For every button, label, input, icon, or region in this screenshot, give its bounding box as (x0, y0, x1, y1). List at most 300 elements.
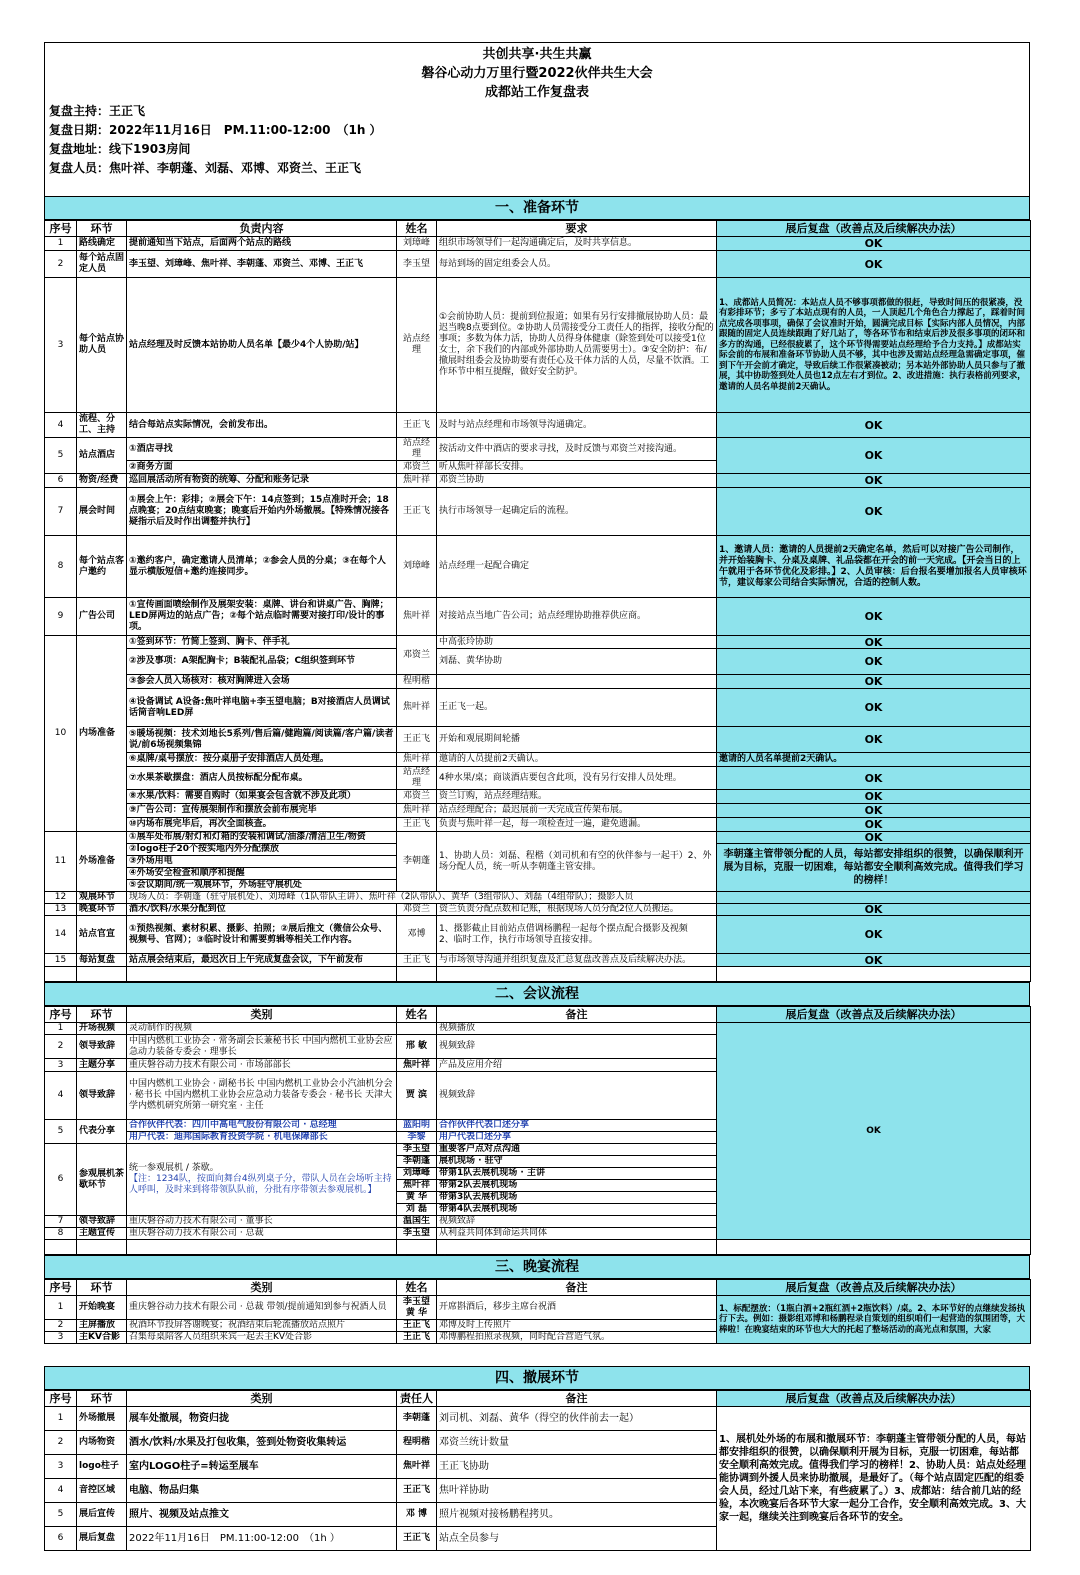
table-row (45, 767, 1031, 790)
col-link: 环节 (77, 1280, 127, 1296)
row-link: 参观展机茶歇环节 (77, 1144, 127, 1216)
row-name: 李玉望 (397, 1228, 437, 1240)
row-no: 1 (45, 1023, 77, 1035)
row-resp: ③参会人员入场核对：核对胸牌进入会场 (127, 675, 397, 689)
col-type: 类别 (127, 1391, 397, 1407)
row-remark: 带第4队去展机现场 (437, 1204, 717, 1216)
table-row (45, 727, 1031, 753)
row-name: 邓资兰 (397, 636, 437, 675)
row-type: 重庆磐谷动力技术有限公司 · 总裁 (127, 1228, 397, 1240)
row-name: 焦叶祥 (397, 753, 437, 767)
row-name (397, 1023, 437, 1035)
row-name: 焦叶祥 (397, 598, 437, 636)
row-remark: 带第3队去展机现场 (437, 1192, 717, 1204)
row-type: 召集每桌陪客人员组织来宾一起去主KV处合影 (127, 1332, 397, 1344)
row-review: 1、展机处外场的布展和撤展环节：李朝蓬主管带领分配的人员，每站都安排组织的很赞，以确保顺利开展为目标，克服一切困难，每站都安全顺利高效完成。值得我们学习的榜样！2、协助人员：站点处经理能协调到外援人员来协助撤展，是最好了。（每个站点固定匹配的组委会人员，经过几站下来，有些疲累了。）3、成都站：结合前几站的经验，本次晚宴后各环节大家一起分工合作，安全顺利高效完成。3、大家一起，继续关注到晚宴后各环节的安全。 (717, 1407, 1031, 1551)
row-req: 资兰订购，站点经理结账。 (437, 790, 717, 804)
row-link: logo柱子 (77, 1455, 127, 1479)
empty-row (45, 967, 1031, 982)
row-resp: ⑤暖场视频：技术刘地长5系列/售后篇/健跑篇/阅读篇/客户篇/读者说/前6场视频集锦 (127, 727, 397, 753)
col-review: 展后复盘（改善点及后续解决办法） (717, 1280, 1031, 1296)
row-type: 重庆磐谷动力技术有限公司 · 董事长 (127, 1216, 397, 1228)
meta-date: 复盘日期：2022年11月16日 PM.11:00-12:00 （1h ） (49, 123, 382, 137)
row-no: 2 (45, 1035, 77, 1059)
row-remark: 刘司机、刘磊、黄华（得空的伙伴前去一起） (437, 1407, 717, 1431)
row-no: 6 (45, 474, 77, 488)
row-link: 主题分享 (77, 1059, 127, 1072)
table-row (45, 904, 1031, 916)
row-review: OK (717, 598, 1031, 636)
row-name: 王正飞 (397, 413, 437, 438)
table-row (45, 832, 1031, 844)
row-review: OK (717, 251, 1031, 278)
row-remark: 邓博及时上传照片 (437, 1320, 717, 1332)
row-resp: ①邀约客户，确定邀请人员清单；②参会人员的分桌；③在每个人显示横版短信+邀约连接同步。 (127, 536, 397, 598)
table-row (45, 804, 1031, 818)
table-row (45, 753, 1031, 767)
col-type: 类别 (127, 1007, 397, 1023)
row-req: 王正飞一起。 (437, 689, 717, 727)
col-req: 要求 (437, 221, 717, 237)
row-review: OK (717, 689, 1031, 727)
row-link: 主屏播放 (77, 1320, 127, 1332)
table-row (45, 916, 1031, 954)
row-name: 蓝阳明 (397, 1120, 437, 1132)
row-type: 电脑、物品归集 (127, 1479, 397, 1503)
row-req: 按活动文件中酒店的要求寻找，及时反馈与邓资兰对接沟通。 (437, 438, 717, 461)
section-title-banquet: 三、晚宴流程 (44, 1255, 1030, 1279)
row-req: 4种水果/桌；商谈酒店要包含此项，没有另行安排人员处理。 (437, 767, 717, 790)
row-resp: 李玉望、刘璋峰、焦叶祥、李朝蓬、邓资兰、邓博、王正飞 (127, 251, 397, 278)
col-name: 姓名 (397, 221, 437, 237)
row-name: 站点经理 (397, 278, 437, 413)
row-resp: ①签到环节：竹简上签到、胸卡、伴手礼 (127, 636, 397, 649)
row-link: 展后宣传 (77, 1503, 127, 1527)
table-row (45, 636, 1031, 649)
prep-table (44, 220, 1031, 982)
meeting-table (44, 1006, 1031, 1255)
row-link: 内场物资 (77, 1431, 127, 1455)
row-name: 黄 华 (397, 1192, 437, 1204)
row-req: 刘磊、黄华协助 (437, 649, 717, 675)
row-name: 王正飞 (397, 954, 437, 967)
row-resp: ②商务方面 (127, 461, 397, 474)
row-req: 每站到场的固定组委会人员。 (437, 251, 717, 278)
row-review: OK (717, 790, 1031, 804)
row-name: 站点经理 (397, 438, 437, 461)
row-review: OK (717, 904, 1031, 916)
row-resp: ⑨广告公司：宣传展架制作和摆放会前布展完毕 (127, 804, 397, 818)
row-remark: 视频致辞 (437, 1216, 717, 1228)
row-req (437, 675, 717, 689)
row-link: 代表分享 (77, 1120, 127, 1144)
table-header-row (45, 1280, 1031, 1296)
row-link: 每个站点协助人员 (77, 278, 127, 413)
row-link: 领导致辞 (77, 1216, 127, 1228)
row-resp: 站点经理及时反馈本站协助人员名单【最少4个人协助/站】 (127, 278, 397, 413)
row-link: 音控区域 (77, 1479, 127, 1503)
table-row (45, 954, 1031, 967)
teardown-table (44, 1390, 1031, 1551)
row-link: 流程、分工、主持 (77, 413, 127, 438)
row-no: 15 (45, 954, 77, 967)
col-no: 序号 (45, 1280, 77, 1296)
row-resp: ②logo柱子20个按实地内外分配摆放 (127, 844, 397, 856)
row-req: 及时与站点经理和市场领导沟通确定。 (437, 413, 717, 438)
banquet-table (44, 1279, 1031, 1344)
row-req: 负责与焦叶祥一起，每一项检查过一遍，避免遗漏。 (437, 818, 717, 832)
row-review: OK (717, 675, 1031, 689)
row-resp: ③外场用电 (127, 856, 397, 868)
row-review: OK (717, 804, 1031, 818)
table-header-row (45, 1007, 1031, 1023)
empty-row (45, 1240, 1031, 1255)
row-no: 4 (45, 413, 77, 438)
row-review: OK (717, 413, 1031, 438)
spacer (44, 1344, 1030, 1366)
row-link: 领导致辞 (77, 1072, 127, 1120)
row-no: 5 (45, 438, 77, 474)
table-header-row (45, 1391, 1031, 1407)
row-name: 邓博 (397, 916, 437, 954)
col-no: 序号 (45, 1391, 77, 1407)
row-resp: ①预热视频、素材积累、摄影、拍照；②展后推文（微信公众号、视频号、官网）；③临时设计和需要剪辑等相关工作内容。 (127, 916, 397, 954)
row-link: 晚宴环节 (77, 904, 127, 916)
section-title-prep: 一、准备环节 (44, 196, 1030, 220)
row-no: 3 (45, 1332, 77, 1344)
row-name: 王正飞 (397, 488, 437, 536)
row-name: 邓 博 (397, 1503, 437, 1527)
row-type: 合作伙伴代表：四川中高电气股份有限公司 · 总经理 (127, 1120, 397, 1132)
row-resp: ④设备调试 A设备:焦叶祥电脑+李玉望电脑；B对接酒店人员调试话筒音响LED屏 (127, 689, 397, 727)
row-link: 内场准备 (77, 636, 127, 832)
row-req: 对接站点当地广告公司；站点经理协助推荐供应商。 (437, 598, 717, 636)
row-review: OK (717, 818, 1031, 832)
row-remark: 邓博鹏程拍照录视频，同时配合营造气氛。 (437, 1332, 717, 1344)
sheet-header (44, 42, 1030, 182)
table-row (45, 474, 1031, 488)
row-resp: ①展车处布展/射灯和灯箱的安装和调试/油漆/清洁卫生/物资 (127, 832, 397, 844)
row-req: 站点经理配合；最迟展前一天完成宣传架布展。 (437, 804, 717, 818)
row-type-main: 统一参观展机 / 茶歇。 (129, 1163, 219, 1173)
row-no: 14 (45, 916, 77, 954)
table-row (45, 689, 1031, 727)
row-review: OK (717, 636, 1031, 649)
row-review: OK (717, 954, 1031, 967)
row-no: 3 (45, 1455, 77, 1479)
col-resp: 负责内容 (127, 221, 397, 237)
row-remark: 用户代表口述分享 (437, 1132, 717, 1144)
title-table: 成都站工作复盘表 (484, 85, 589, 100)
col-name: 姓名 (397, 1007, 437, 1023)
table-row (45, 790, 1031, 804)
row-resp: ⑦水果茶歇摆盘：酒店人员按标配分配布桌。 (127, 767, 397, 790)
title-slogan: 共创共享·共生共赢 (482, 47, 592, 62)
table-row (45, 438, 1031, 461)
row-link: 每个站点客户邀约 (77, 536, 127, 598)
row-link: 外场准备 (77, 832, 127, 892)
row-resp: ⑤会议期间/统一观展环节，外场驻守展机处 (127, 880, 397, 892)
table-row (45, 1023, 1031, 1035)
row-name: 李黎 (397, 1132, 437, 1144)
row-link: 每站复盘 (77, 954, 127, 967)
row-req: 资兰负责分配点数和记账，根据现场人员分配2位人员搬运。 (437, 904, 717, 916)
row-type: 重庆磐谷动力技术有限公司 · 总裁 带领/提前通知到参与祝酒人员 (127, 1296, 397, 1320)
row-name: 程明楷 (397, 1431, 437, 1455)
row-remark: 视频播放 (437, 1023, 717, 1035)
row-type: 灵动制作的视频 (127, 1023, 397, 1035)
table-row (45, 1296, 1031, 1320)
spacer (44, 182, 1030, 196)
row-link: 物资/经费 (77, 474, 127, 488)
row-no: 1 (45, 1407, 77, 1431)
row-type: 照片、视频及站点推文 (127, 1503, 397, 1527)
row-link: 外场撤展 (77, 1407, 127, 1431)
col-no: 序号 (45, 1007, 77, 1023)
row-review: OK (717, 237, 1031, 251)
row-type: 2022年11月16日 PM.11:00-12:00 （1h ） (127, 1527, 397, 1551)
row-no: 7 (45, 1216, 77, 1228)
row-resp: 结合每站点实际情况，会前发布出。 (127, 413, 397, 438)
row-link: 广告公司 (77, 598, 127, 636)
row-no: 8 (45, 536, 77, 598)
row-name: 邓资兰 (397, 790, 437, 804)
row-remark: 焦叶祥协助 (437, 1479, 717, 1503)
row-type: 用户代表：迪邦国际教育投资学院 · 机电保障部长 (127, 1132, 397, 1144)
row-link: 展后复盘 (77, 1527, 127, 1551)
col-remark: 备注 (437, 1391, 717, 1407)
row-review: OK (717, 474, 1031, 488)
row-name: 李朝蓬 (397, 1156, 437, 1168)
col-remark: 备注 (437, 1007, 717, 1023)
col-link: 环节 (77, 1007, 127, 1023)
row-name: 焦叶祥 (397, 689, 437, 727)
row-link: 站点酒店 (77, 438, 127, 474)
row-name: 站点经理 (397, 767, 437, 790)
table-row (45, 675, 1031, 689)
meta-people: 复盘人员：焦叶祥、李朝蓬、刘磊、邓博、邓资兰、王正飞 (49, 161, 362, 175)
row-review: OK (717, 488, 1031, 536)
row-name: 邓资兰 (397, 461, 437, 474)
table-row (45, 251, 1031, 278)
row-remark: 展机现场 · 驻守 (437, 1156, 717, 1168)
col-review: 展后复盘（改善点及后续解决办法） (717, 221, 1031, 237)
table-row (45, 818, 1031, 832)
row-review: 1、标配摆放：（1瓶白酒+2瓶红酒+2瓶饮料）/桌。2、本环节好的点继续发扬执行下去。例如：摄影组邓博和杨鹏程录自策划的组织咱们一起营造的氛围团等，大棒啦！在晚宴结束的环节也大大的托起了整场活动的高光点和氛围，大家 (717, 1296, 1031, 1344)
row-remark: 产品及应用介绍 (437, 1059, 717, 1072)
row-type: 中国内燃机工业协会 · 常务副会长兼秘书长 中国内燃机工业协会应急动力装备专委会 · 理事长 (127, 1035, 397, 1059)
row-link: 领导致辞 (77, 1035, 127, 1059)
row-link: 主KV合影 (77, 1332, 127, 1344)
row-type: 展车处撤展，物资归拢 (127, 1407, 397, 1431)
row-no: 4 (45, 1479, 77, 1503)
row-name: 李玉望 黄 华 (397, 1296, 437, 1320)
row-resp: 提前通知当下站点，后面两个站点的路线 (127, 237, 397, 251)
row-resp: ⑧水果/饮料：需要自购时（如果宴会包含就不涉及此项） (127, 790, 397, 804)
row-review: OK (717, 1023, 1031, 1240)
row-name: 贾 滨 (397, 1072, 437, 1120)
row-no: 6 (45, 1527, 77, 1551)
row-name: 温国生 (397, 1216, 437, 1228)
row-name: 刘璋峰 (397, 1168, 437, 1180)
table-row (45, 278, 1031, 413)
row-no: 3 (45, 1059, 77, 1072)
row-review: OK (717, 916, 1031, 954)
row-no: 6 (45, 1144, 77, 1216)
row-no: 13 (45, 904, 77, 916)
col-link: 环节 (77, 1391, 127, 1407)
row-name: 王正飞 (397, 1320, 437, 1332)
row-review: 李朝蓬主管带领分配的人员，每站都安排组织的很赞，以确保顺利开展为目标，克服一切困难，每站都安全顺利高效完成。值得我们学习的榜样！ (717, 844, 1031, 892)
col-no: 序号 (45, 221, 77, 237)
row-req: 中高张玲协助 (437, 636, 717, 649)
row-review: OK (717, 767, 1031, 790)
row-req: ①会前协助人员：提前到位报道；如果有另行安排撤展协助人员：最迟当晚8点要到位。②协助人员需接受分工责任人的指挥，接收分配的事项；多数为体力活，协助人员得身体健康（除签到处可以接受1位女士，余下我们的内部或外部协助人员需要男士）。③安全防护：布/撤展时组委会及协助要有责任心及干体力活的人员，尽量不饮酒。工作环节中相互提醒，做好安全防护。 (437, 278, 717, 413)
row-link: 路线确定 (77, 237, 127, 251)
row-resp: ①展会上午：彩排；②展会下午：14点签到；15点准时开会；18点晚宴；20点结束晚宴；晚宴后开始内外场撤展。【特殊情况接各疑指示后及时作出调整并执行】 (127, 488, 397, 536)
row-type (127, 1144, 397, 1216)
row-name: 焦叶祥 (397, 1059, 437, 1072)
row-remark: 站点全员参与 (437, 1527, 717, 1551)
row-name: 王正飞 (397, 1332, 437, 1344)
row-remark: 王正飞协助 (437, 1455, 717, 1479)
row-name: 刘璋峰 (397, 237, 437, 251)
row-no: 4 (45, 1072, 77, 1120)
meta-place: 复盘地址：线下1903房间 (49, 142, 191, 156)
row-no: 1 (45, 237, 77, 251)
row-no: 11 (45, 832, 77, 892)
row-link: 开场视频 (77, 1023, 127, 1035)
col-owner: 责任人 (397, 1391, 437, 1407)
table-row (45, 536, 1031, 598)
row-req: 组织市场领导们一起沟通确定后，及时共享信息。 (437, 237, 717, 251)
row-name: 王正飞 (397, 727, 437, 753)
col-review: 展后复盘（改善点及后续解决办法） (717, 1007, 1031, 1023)
col-name: 姓名 (397, 1280, 437, 1296)
row-resp: 现场人员：李朝蓬（驻守展机处）、刘璋峰（1队带队主讲）、焦叶祥（2队带队）、黄华（3组带队）、刘磊（4组带队）；摄影人员 (127, 892, 717, 904)
table-row (45, 237, 1031, 251)
row-no: 3 (45, 278, 77, 413)
row-link: 观展环节 (77, 892, 127, 904)
table-row (45, 892, 1031, 904)
row-review: OK (717, 727, 1031, 753)
row-req: 1、协助人员：刘磊、程楷（刘司机和有空的伙伴参与一起干）2、外场分配人员，统一听从李朝蓬主管安排。 (437, 832, 717, 892)
row-review: OK (717, 649, 1031, 675)
row-review: OK (717, 438, 1031, 474)
row-name: 李玉望 (397, 251, 437, 278)
row-name: 王正飞 (397, 818, 437, 832)
row-name: 焦叶祥 (397, 1455, 437, 1479)
row-req: 执行市场领导一起确定后的流程。 (437, 488, 717, 536)
row-name: 焦叶祥 (397, 1180, 437, 1192)
row-req: 听从焦叶祥部长安排。 (437, 461, 717, 474)
col-remark: 备注 (437, 1280, 717, 1296)
row-no: 2 (45, 1320, 77, 1332)
row-req: 开始和观展期间轮播 (437, 727, 717, 753)
row-remark: 带第1队去展机现场 · 主讲 (437, 1168, 717, 1180)
row-name: 李朝蓬 (397, 832, 437, 892)
row-name: 王正飞 (397, 1527, 437, 1551)
table-row (45, 649, 1031, 675)
row-remark: 合作伙伴代表口述分享 (437, 1120, 717, 1132)
row-no: 9 (45, 598, 77, 636)
row-review (717, 892, 1031, 904)
row-type: 中国内燃机工业协会 · 副秘书长 中国内燃机工业协会小汽油机分会 · 秘书长 中国内燃机工业协会应急动力装备专委会 · 秘书长 天津大学内燃机研究所第一研究室 · 主任 (127, 1072, 397, 1120)
row-link: 每个站点固定人员 (77, 251, 127, 278)
row-no: 5 (45, 1503, 77, 1527)
row-no: 5 (45, 1120, 77, 1144)
row-name: 李玉望 (397, 1144, 437, 1156)
row-resp: ②涉及事项：A架配胸卡；B装配礼品袋；C组织签到环节 (127, 649, 397, 675)
row-resp: 站点展会结束后，最迟次日上午完成复盘会议，下午前发布 (127, 954, 397, 967)
col-review: 展后复盘（改善点及后续解决办法） (717, 1391, 1031, 1407)
row-resp: ④外场安全检查和顺序和提醒 (127, 868, 397, 880)
row-link: 站点官宣 (77, 916, 127, 954)
row-no: 8 (45, 1228, 77, 1240)
row-remark: 带第2队去展机现场 (437, 1180, 717, 1192)
table-row (45, 598, 1031, 636)
row-name: 程明楷 (397, 675, 437, 689)
row-name: 王正飞 (397, 1479, 437, 1503)
row-no: 12 (45, 892, 77, 904)
row-resp: ⑥桌牌/桌号摆放：按分桌册子安排酒店人员处理。 (127, 753, 397, 767)
row-link: 展会时间 (77, 488, 127, 536)
table-row (45, 1407, 1031, 1431)
row-type-note: 【注：1234队，按面向舞台4纵列桌子分，带队人员在会场听主持人呼叫，及时来到将带领队队前，分批有序带领去参观展机。】 (129, 1174, 392, 1195)
section-title-meeting: 二、会议流程 (44, 982, 1030, 1006)
section-title-teardown: 四、撤展环节 (44, 1366, 1030, 1390)
row-resp: 巡回展活动所有物资的统筹、分配和账务记录 (127, 474, 397, 488)
row-remark: 重要客户点对点沟通 (437, 1144, 717, 1156)
row-type: 室内LOGO柱子=转运至展车 (127, 1455, 397, 1479)
row-name: 焦叶祥 (397, 474, 437, 488)
row-req: 与市场领导沟通并组织复盘及汇总复盘改善点及后续解决办法。 (437, 954, 717, 967)
table-header-row (45, 221, 1031, 237)
meta-host: 复盘主持：王正飞 (49, 104, 146, 118)
row-no: 10 (45, 636, 77, 832)
row-name: 焦叶祥 (397, 804, 437, 818)
row-name: 刘 磊 (397, 1204, 437, 1216)
row-resp: ⑩内场布展完毕后，再次全面核查。 (127, 818, 397, 832)
row-remark: 视频致辞 (437, 1035, 717, 1059)
row-type: 祝酒环节投屏答谢晚宴；祝酒结束后轮流播放站点照片 (127, 1320, 397, 1332)
row-type: 重庆磐谷动力技术有限公司 · 市场部部长 (127, 1059, 397, 1072)
row-resp: ①宣传画面喷绘制作及展架安装：桌牌、讲台和讲桌广告、胸牌；LED屏两边的站点广告；②每个站点临时需要对接打印/设计的事项。 (127, 598, 397, 636)
row-resp: 酒水/饮料/水果分配到位 (127, 904, 397, 916)
row-no: 1 (45, 1296, 77, 1320)
row-review: 邀请的人员名单提前2天确认。 (717, 753, 1031, 767)
col-link: 环节 (77, 221, 127, 237)
col-type: 类别 (127, 1280, 397, 1296)
row-link: 主题宣传 (77, 1228, 127, 1240)
row-review: 1、成都站人员简况：本站点人员不够事项都做的很赶，导致时间压的很紧凑，没有彩排环节；多亏了本站点现有的人员，一人顶起几个角色合力撑起了，踩着时间点完成各项事项，确保了会议准时开始，圆满完成目标【实际内部人员情况，内部跟随的固定人员连续跟跑了好几站了，等各环节布和结束后涉及很多事项的闭环和多方的沟通，已经很疲累了，这个环节得需要站点经理给予合力支持。】成都站实际会前的布展和准备环节协助人员不够，其中也涉及需站点经理急需确定事项，催到下午开会前才确定，导致后续工作很紧凑被动；另本站外部协助人员只参与了撤展，其中协助签到处人员也12点左右才到位。2、改进措施：执行表格前列要求，邀请的人员名单提前2天确认。 (717, 278, 1031, 413)
row-review: 1、邀请人员：邀请的人员提前2天确定名单，然后可以对接广告公司制作，并开始装胸卡、分桌及桌牌、礼品袋都在开会的前一天完成。【开会当日的上午就用于各环节优化及彩排。】2、人员审核：后台报名要增加报名人员审核环节，建议每家公司结合实际情况，合适的控制人数。 (717, 536, 1031, 598)
table-row (45, 413, 1031, 438)
row-name: 邢 敏 (397, 1035, 437, 1059)
row-link: 开始晚宴 (77, 1296, 127, 1320)
row-req: 1、摄影截止目前站点借调杨鹏程一起每个摆点配合摄影及视频 2、临时工作，执行市场领导直接安排。 (437, 916, 717, 954)
table-row (45, 488, 1031, 536)
row-no: 2 (45, 1431, 77, 1455)
row-type: 酒水/饮料/水果及打包收集，签到处物资收集转运 (127, 1431, 397, 1455)
row-name: 邓资兰 (397, 904, 437, 916)
row-req: 邓资兰协助 (437, 474, 717, 488)
row-req: 邀请的人员提前2天确认。 (437, 753, 717, 767)
row-remark: 开席斟酒后，移步主席台祝酒 (437, 1296, 717, 1320)
row-name: 刘璋峰 (397, 536, 437, 598)
row-resp: ①酒店寻找 (127, 438, 397, 461)
row-name: 李朝蓬 (397, 1407, 437, 1431)
